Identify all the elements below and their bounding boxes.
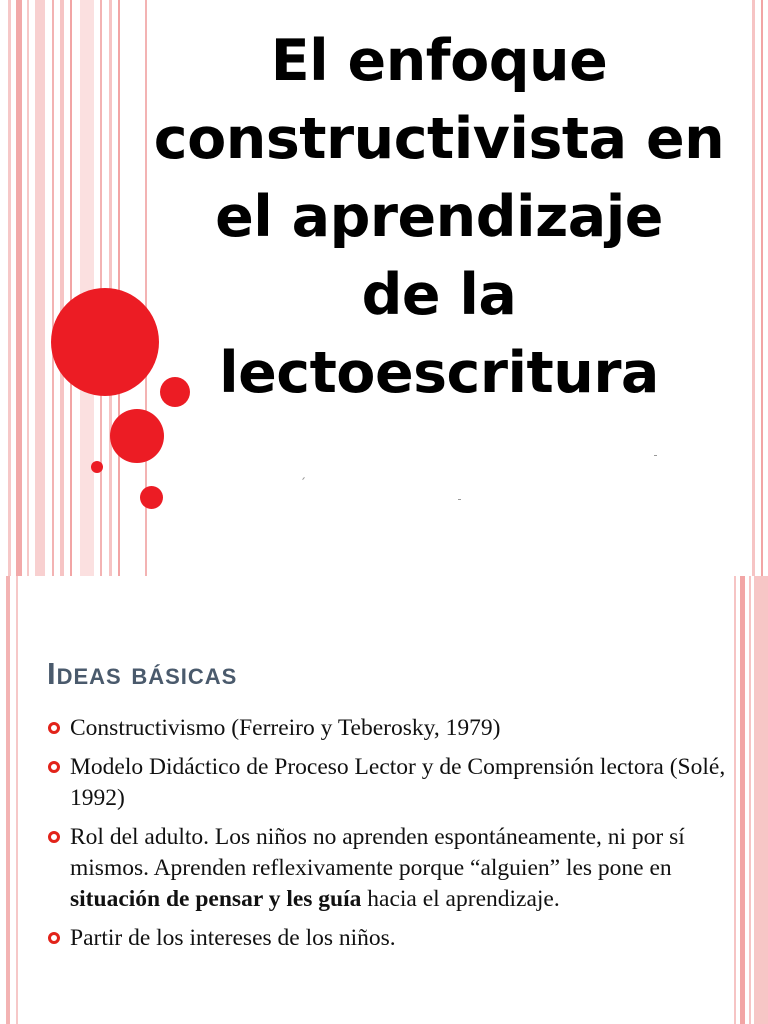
bullet-text: Modelo Didáctico de Proceso Lector y de Comprensión lectora (Solé, 1992)	[70, 754, 726, 811]
decor-stripe	[27, 0, 29, 576]
decor-speck	[302, 477, 305, 480]
bullet-text: Partir de los intereses de los niños.	[70, 925, 396, 951]
decor-speck	[458, 499, 461, 500]
title-line: El enfoque	[270, 28, 608, 94]
title-line: de la	[361, 262, 517, 328]
decor-circle-medium	[110, 409, 164, 463]
list-item	[48, 752, 748, 814]
title-line: el aprendizaje	[215, 184, 663, 250]
decor-stripe	[70, 0, 72, 576]
decor-circle-tiny	[91, 461, 103, 473]
decor-stripe	[754, 576, 768, 1024]
bullet-circle-icon	[48, 761, 60, 773]
bullet-text	[70, 824, 685, 912]
list-item	[48, 923, 748, 954]
decor-stripe	[80, 0, 94, 576]
bullet-text: Constructivismo (Ferreiro y Teberosky, 1979)	[70, 715, 501, 741]
bullet-text-emphasis: situación de pensar y les guía	[70, 886, 362, 912]
list-item	[48, 822, 748, 915]
decor-circle-small	[140, 486, 163, 509]
decor-stripe	[60, 0, 64, 576]
decor-stripe	[52, 0, 54, 576]
bullet-circle-icon	[48, 932, 60, 944]
title-line: lectoescritura	[219, 340, 659, 406]
bullet-circle-icon	[48, 831, 60, 843]
decor-stripe	[16, 0, 22, 576]
bullet-text-part: hacia el aprendizaje.	[361, 886, 560, 912]
content-slide	[0, 576, 768, 1024]
decor-stripe	[749, 576, 751, 1024]
section-heading: Ideas básicas	[47, 656, 238, 691]
bullet-text-part: Rol del adulto. Los niños no aprenden espontáneamente, ni por sí mismos. Aprenden reflexivamente porque “alguien” les pone en	[70, 824, 685, 881]
list-item	[48, 713, 748, 744]
decor-stripe	[16, 576, 18, 1024]
bullet-list	[48, 713, 748, 962]
decor-stripe	[6, 576, 10, 1024]
decor-speck	[654, 455, 657, 456]
decor-stripe	[8, 0, 11, 576]
title-line: constructivista en	[153, 106, 725, 172]
bullet-circle-icon	[48, 722, 60, 734]
decor-stripe	[35, 0, 45, 576]
slide-title	[110, 22, 768, 412]
